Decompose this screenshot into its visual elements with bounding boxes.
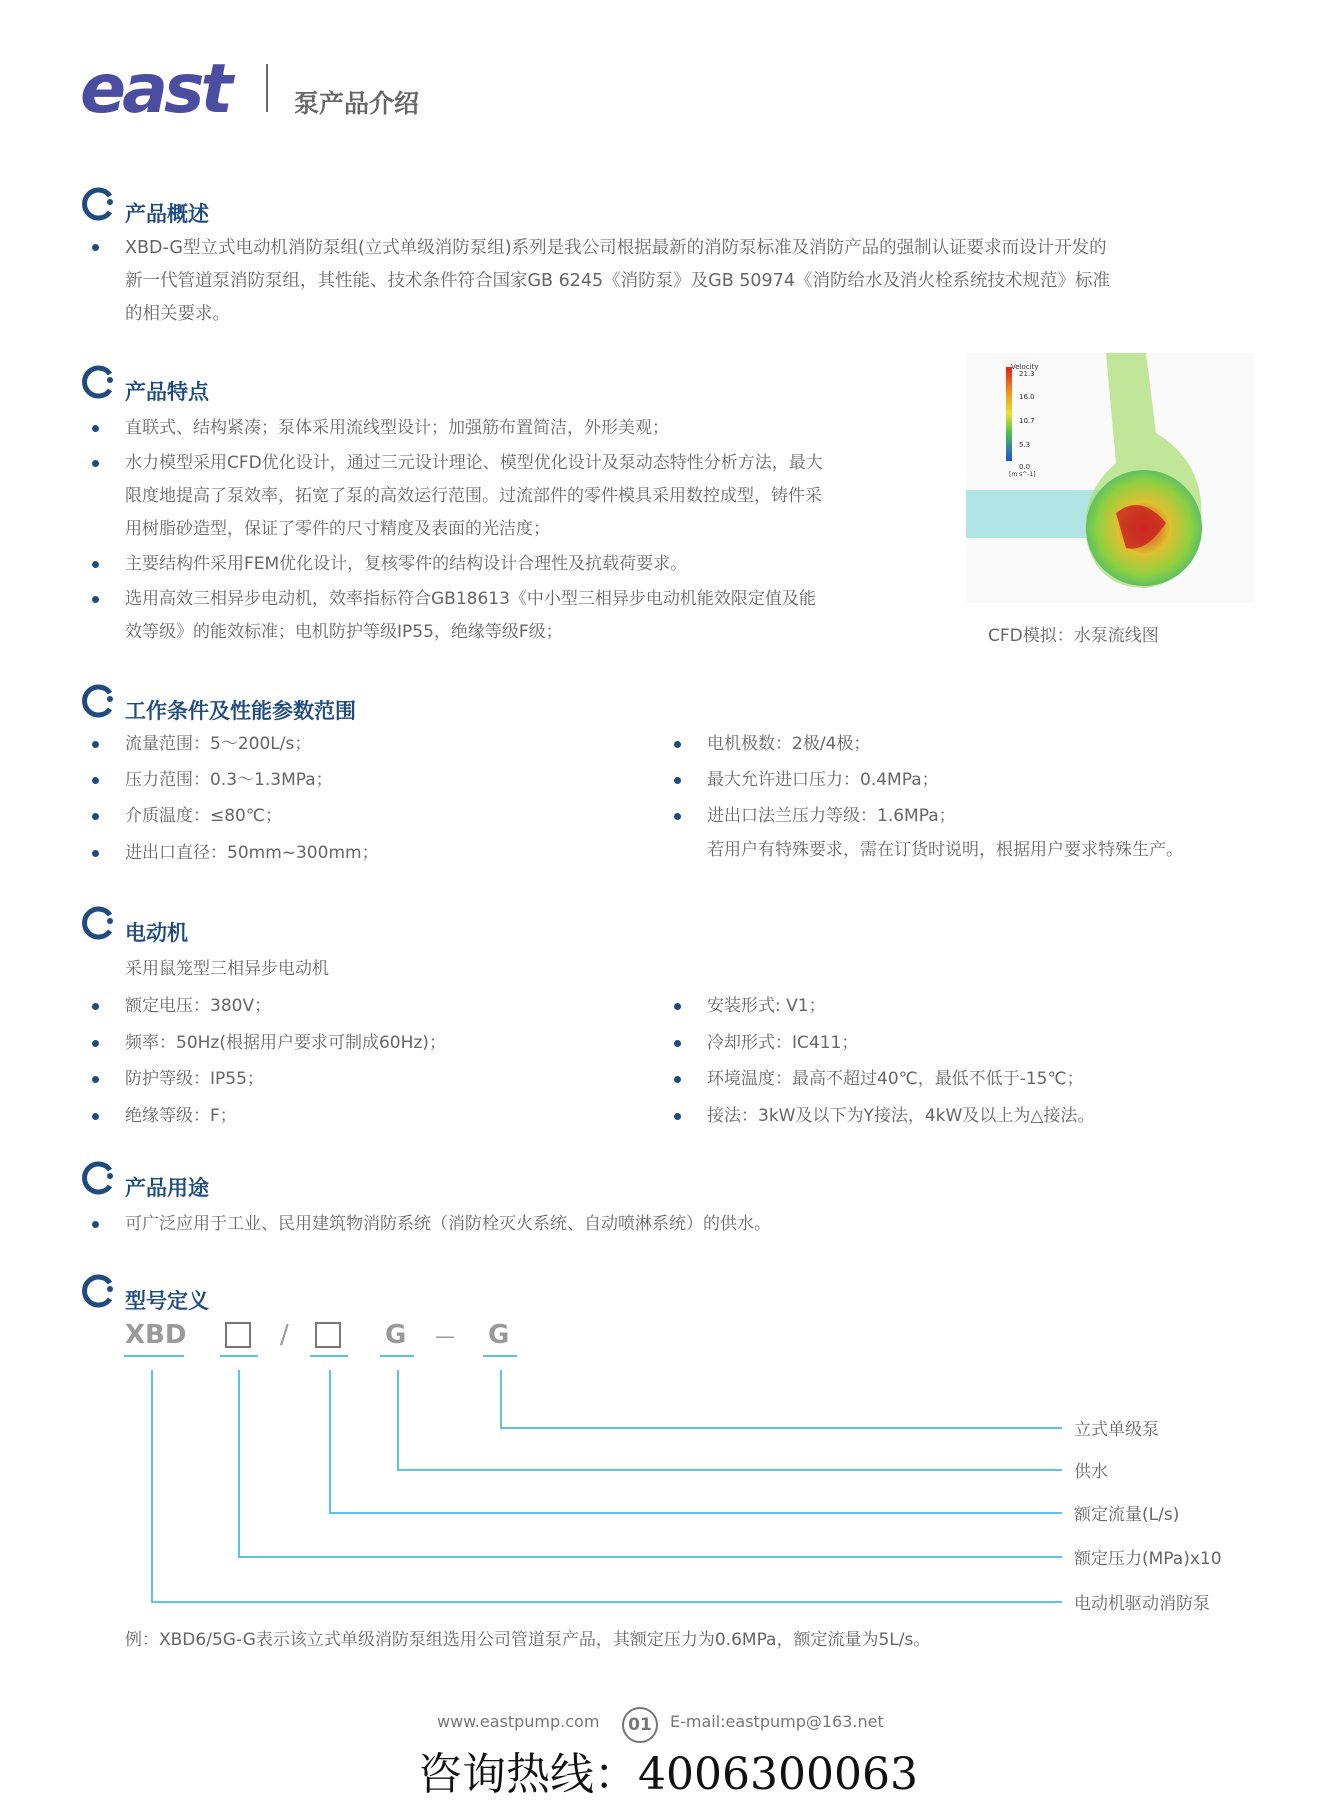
- section-ring-icon: [80, 1160, 116, 1196]
- footer-hotline: 咨询热线：4006300063: [418, 1749, 918, 1800]
- bullet: [92, 1113, 99, 1120]
- model-legend-item: 电动机驱动消防泵: [1074, 1594, 1210, 1614]
- bullet: [92, 1076, 99, 1083]
- connector-horizontal: [500, 1427, 1062, 1429]
- footer-website[interactable]: www.eastpump.com: [437, 1712, 600, 1731]
- connector-horizontal: [397, 1469, 1062, 1471]
- model-code-g2: G: [488, 1320, 510, 1350]
- bullet: [92, 1040, 99, 1047]
- connector-horizontal: [329, 1512, 1062, 1514]
- bullet: [92, 596, 99, 603]
- connector-vertical: [500, 1370, 502, 1428]
- header-divider: [266, 64, 268, 112]
- condition-item: 流量范围：5～200L/s；: [125, 734, 312, 754]
- model-code-dash: —: [435, 1324, 455, 1348]
- cfd-caption: CFD模拟：水泵流线图: [988, 626, 1159, 646]
- motor-item: 频率：50Hz(根据用户要求可制成60Hz)；: [125, 1033, 446, 1053]
- code-underline: [124, 1355, 184, 1357]
- bullet: [674, 1076, 681, 1083]
- bullet: [92, 741, 99, 748]
- bullet: [92, 1221, 99, 1228]
- bullet: [674, 1003, 681, 1010]
- cfd-legend-value: 21.3: [1019, 370, 1035, 378]
- section-ring-icon: [80, 905, 116, 941]
- bullet: [674, 741, 681, 748]
- bullet: [92, 561, 99, 568]
- connector-vertical: [238, 1370, 240, 1557]
- condition-item: 介质温度：≤80℃；: [125, 806, 282, 826]
- bullet: [674, 777, 681, 784]
- connector-horizontal: [238, 1556, 1062, 1558]
- usage-text: 可广泛应用于工业、民用建筑物消防系统（消防栓灭火系统、自动喷淋系统）的供水。: [125, 1214, 771, 1234]
- condition-item: 进出口直径：50mm~300mm；: [125, 843, 379, 863]
- overview-line: 新一代管道泵消防泵组，其性能、技术条件符合国家GB 6245《消防泵》及GB 50974《消防给水及消火栓系统技术规范》标准: [125, 271, 1110, 291]
- section-title-usage: 产品用途: [125, 1176, 209, 1200]
- condition-item: 最大允许进口压力：0.4MPa；: [707, 770, 939, 790]
- model-example: 例：XBD6/5G-G表示该立式单级消防泵组选用公司管道泵产品，其额定压力为0.6MPa，额定流量为5L/s。: [125, 1630, 931, 1650]
- bullet: [92, 813, 99, 820]
- section-title-features: 产品特点: [125, 380, 209, 404]
- cfd-legend-value: 0.0: [1019, 463, 1031, 471]
- header-title: 泵产品介绍: [294, 89, 420, 118]
- motor-item: 额定电压：380V；: [125, 996, 272, 1016]
- code-underline: [483, 1355, 517, 1357]
- feature-item-cont: 用树脂砂造型，保证了零件的尺寸精度及表面的光洁度；: [125, 519, 550, 539]
- model-legend-item: 立式单级泵: [1074, 1420, 1159, 1440]
- bullet: [92, 244, 99, 251]
- overview-line: 的相关要求。: [125, 304, 230, 324]
- cfd-legend-unit: [m s^-1]: [1009, 471, 1036, 478]
- motor-item: 环境温度：最高不超过40℃，最低不低于-15℃；: [707, 1069, 1084, 1089]
- section-ring-icon: [80, 683, 116, 719]
- motor-intro: 采用鼠笼型三相异步电动机: [125, 959, 329, 979]
- section-title-conditions: 工作条件及性能参数范围: [125, 699, 356, 723]
- feature-item: 直联式、结构紧凑；泵体采用流线型设计；加强筋布置简洁，外形美观；: [125, 418, 669, 438]
- connector-vertical: [151, 1370, 153, 1602]
- cfd-legend-value: 16.0: [1019, 393, 1035, 401]
- connector-vertical: [329, 1370, 331, 1513]
- page-number: 01: [622, 1707, 658, 1743]
- bullet: [92, 1003, 99, 1010]
- section-title-model: 型号定义: [125, 1289, 209, 1313]
- bullet: [674, 813, 681, 820]
- cfd-streamline-image: [966, 353, 1254, 603]
- code-underline: [380, 1355, 414, 1357]
- footer-email[interactable]: E-mail:eastpump@163.net: [670, 1712, 884, 1731]
- code-underline: [310, 1355, 348, 1357]
- model-legend-item: 额定压力(MPa)x10: [1074, 1549, 1222, 1569]
- brand-logo: east: [80, 50, 229, 129]
- feature-item-cont: 限度地提高了泵效率，拓宽了泵的高效运行范围。过流部件的零件模具采用数控成型，铸件采: [125, 486, 822, 506]
- cfd-legend-value: 5.3: [1019, 441, 1031, 449]
- section-ring-icon: [80, 186, 116, 222]
- overview-line: XBD-G型立式电动机消防泵组(立式单级消防泵组)系列是我公司根据最新的消防泵标准及消防产品的强制认证要求而设计开发的: [125, 238, 1107, 258]
- model-code-prefix: XBD: [125, 1320, 187, 1350]
- condition-item: 进出口法兰压力等级：1.6MPa；: [707, 806, 956, 826]
- condition-item: 电机极数：2极/4极；: [707, 734, 871, 754]
- cfd-legend-title: Velocity: [1011, 363, 1039, 371]
- connector-horizontal: [151, 1601, 1062, 1603]
- motor-item: 冷却形式：IC411；: [707, 1033, 859, 1053]
- code-underline: [220, 1355, 258, 1357]
- overview-paragraph: [125, 232, 1245, 331]
- feature-item-cont: 效等级》的能效标准；电机防护等级IP55，绝缘等级F级；: [125, 622, 563, 642]
- bullet: [92, 777, 99, 784]
- section-title-motor: 电动机: [125, 921, 188, 945]
- bullet: [92, 850, 99, 857]
- feature-item: 主要结构件采用FEM优化设计，复核零件的结构设计合理性及抗载荷要求。: [125, 554, 688, 574]
- model-legend-item: 额定流量(L/s): [1074, 1505, 1180, 1525]
- cfd-legend-value: 10.7: [1019, 417, 1035, 425]
- motor-item: 安装形式: V1；: [707, 996, 826, 1016]
- model-code-g1: G: [385, 1320, 407, 1350]
- condition-item: 压力范围：0.3～1.3MPa；: [125, 770, 333, 790]
- motor-item: 接法：3kW及以下为Y接法，4kW及以上为△接法。: [707, 1106, 1095, 1126]
- feature-item: 水力模型采用CFD优化设计，通过三元设计理论、模型优化设计及泵动态特性分析方法，最大: [125, 453, 823, 473]
- model-legend-item: 供水: [1074, 1462, 1108, 1482]
- motor-item: 防护等级：IP55；: [125, 1069, 264, 1089]
- bullet: [92, 460, 99, 467]
- section-ring-icon: [80, 1273, 116, 1309]
- motor-item: 绝缘等级：F；: [125, 1106, 237, 1126]
- model-code-pressure-box: [225, 1322, 251, 1348]
- section-title-overview: 产品概述: [125, 202, 209, 226]
- section-ring-icon: [80, 364, 116, 400]
- condition-note: 若用户有特殊要求，需在订货时说明，根据用户要求特殊生产。: [707, 840, 1183, 860]
- bullet: [92, 425, 99, 432]
- feature-item: 选用高效三相异步电动机，效率指标符合GB18613《中小型三相异步电动机能效限定值及能: [125, 589, 816, 609]
- bullet: [674, 1040, 681, 1047]
- model-code-flow-box: [315, 1322, 341, 1348]
- bullet: [674, 1113, 681, 1120]
- model-code-slash: /: [280, 1320, 289, 1350]
- connector-vertical: [397, 1370, 399, 1470]
